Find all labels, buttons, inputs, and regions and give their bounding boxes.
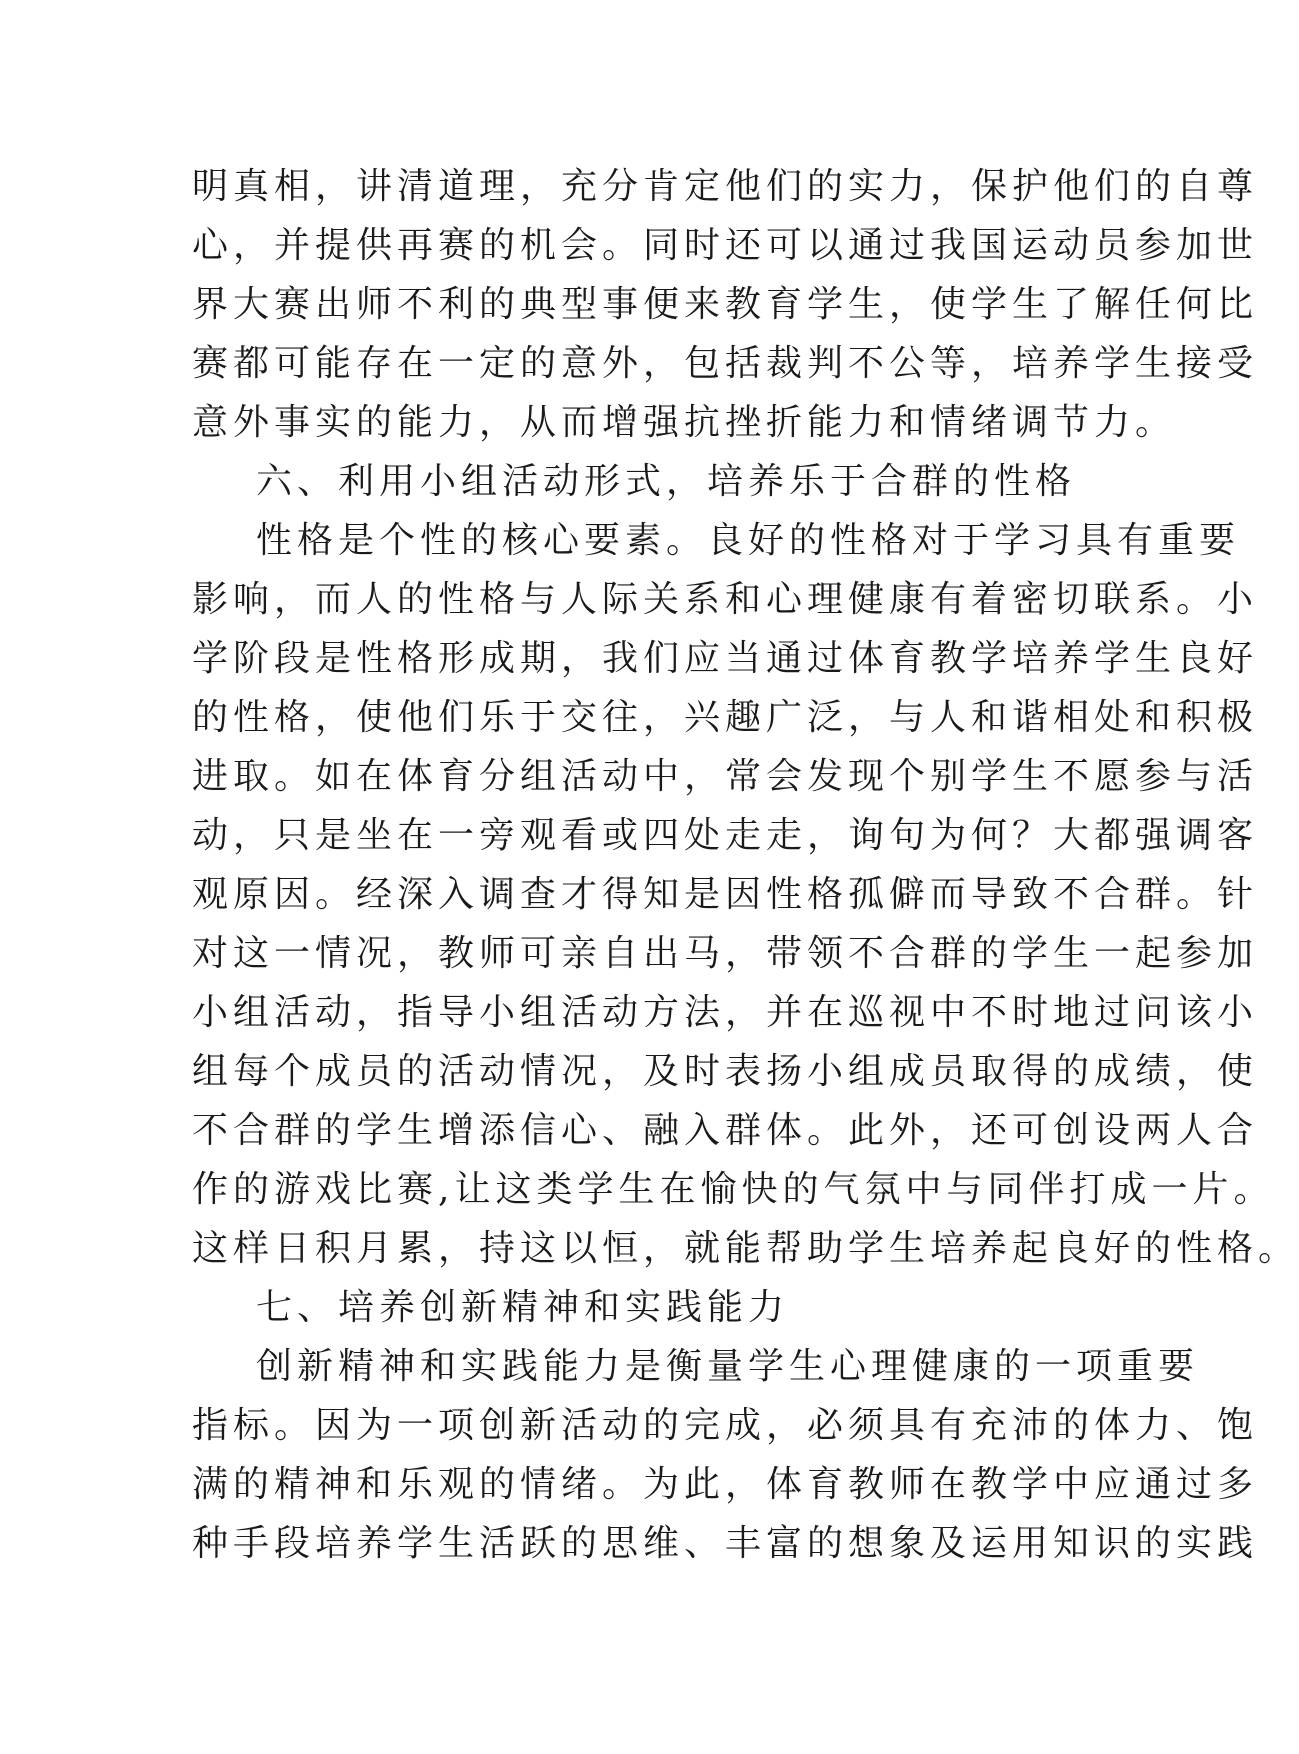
text-line: 学阶段是性格形成期，我们应当通过体育教学培养学生良好	[192, 638, 1259, 679]
body-text	[192, 157, 1299, 1573]
text-line: 影响，而人的性格与人际关系和心理健康有着密切联系。小	[192, 579, 1259, 620]
text-line: 这样日积月累，持这以恒，就能帮助学生培养起良好的性格。	[192, 1228, 1299, 1269]
text-line: 的性格，使他们乐于交往，兴趣广泛，与人和谐相处和积极	[192, 697, 1259, 738]
text-line: 观原因。经深入调查才得知是因性格孤僻而导致不合群。针	[192, 874, 1259, 915]
text-line: 赛都可能存在一定的意外，包括裁判不公等，培养学生接受	[192, 343, 1259, 384]
text-line: 种手段培养学生活跃的思维、丰富的想象及运用知识的实践	[192, 1523, 1259, 1564]
text-line: 心，并提供再赛的机会。同时还可以通过我国运动员参加世	[192, 225, 1259, 266]
section-heading: 七、培养创新精神和实践能力	[256, 1287, 790, 1328]
text-line: 作的游戏比赛,让这类学生在愉快的气氛中与同伴打成一片。	[192, 1169, 1275, 1210]
text-line: 对这一情况，教师可亲自出马，带领不合群的学生一起参加	[192, 933, 1259, 974]
text-line: 不合群的学生增添信心、融入群体。此外，还可创设两人合	[192, 1110, 1259, 1151]
text-line: 意外事实的能力，从而增强抗挫折能力和情绪调节力。	[192, 402, 1177, 443]
text-line: 满的精神和乐观的情绪。为此，体育教师在教学中应通过多	[192, 1464, 1259, 1505]
text-line: 性格是个性的核心要素。良好的性格对于学习具有重要	[256, 520, 1241, 561]
section-heading: 六、利用小组活动形式，培养乐于合群的性格	[256, 461, 1077, 502]
text-line: 动，只是坐在一旁观看或四处走走，询句为何？大都强调客	[192, 815, 1259, 856]
text-line: 组每个成员的活动情况，及时表扬小组成员取得的成绩，使	[192, 1051, 1259, 1092]
text-line: 明真相，讲清道理，充分肯定他们的实力，保护他们的自尊	[192, 166, 1259, 207]
text-line: 指标。因为一项创新活动的完成，必须具有充沛的体力、饱	[192, 1405, 1259, 1446]
text-line: 创新精神和实践能力是衡量学生心理健康的一项重要	[256, 1346, 1200, 1387]
text-line: 小组活动，指导小组活动方法，并在巡视中不时地过问该小	[192, 992, 1259, 1033]
text-line: 进取。如在体育分组活动中，常会发现个别学生不愿参与活	[192, 756, 1259, 797]
text-line: 界大赛出师不利的典型事便来教育学生，使学生了解任何比	[192, 284, 1259, 325]
